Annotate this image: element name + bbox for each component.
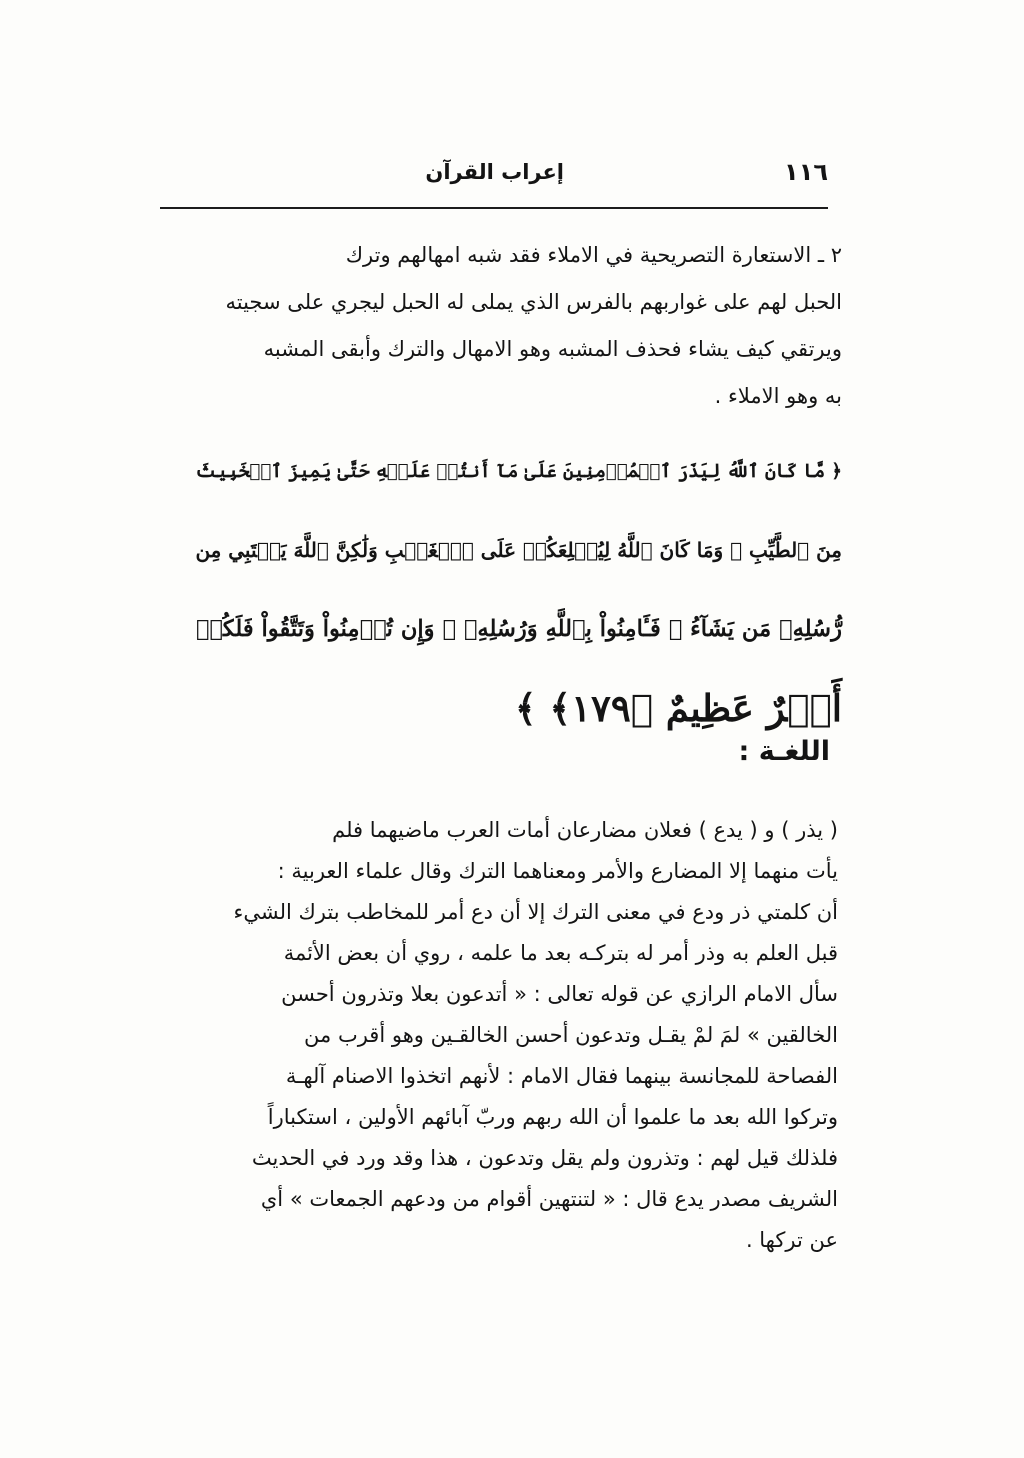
body-line: يأت منهما إلا المضارع والأمر ومعناهما الترك وقال علماء العربية : <box>277 859 838 883</box>
rhetoric-note <box>192 232 842 420</box>
verse-line: مِنَ ٱلطَّيِّبِ ۗ وَمَا كَانَ ٱللَّهُ لِيُطۡلِعَكُمۡ عَلَى ٱلۡغَيۡبِ وَلَٰكِنَّ ٱللَّهَ يَجۡتَبِي مِن <box>195 538 842 562</box>
body-line: عن تركها . <box>745 1228 838 1252</box>
note-line: ٢ ـ الاستعارة التصريحية في الاملاء فقد شبه امهالهم وترك <box>345 243 842 267</box>
page-number: ١١٦ <box>784 158 828 186</box>
body-line: الخالقين » لمَ لمْ يقـل وتدعون أحسن الخالقـين وهو أقرب من <box>304 1023 838 1047</box>
quran-verse <box>182 432 842 748</box>
body-line: سأل الامام الرازي عن قوله تعالى : « أتدعون بعلا وتذرون أحسن <box>281 982 838 1006</box>
verse-line: ﴿ مَّا كَانَ ٱللَّهُ لِيَذَرَ ٱلۡمُؤۡمِنِينَ عَلَىٰ مَآ أَنتُمۡ عَلَيۡهِ حَتَّىٰ يَمِيزَ ٱلۡخَبِيثَ <box>195 461 842 482</box>
body-line: فلذلك قيل لهم : وتذرون ولم يقل وتدعون ، هذا وقد ورد في الحديث <box>251 1146 838 1170</box>
header-divider <box>160 207 828 209</box>
body-line: ( يذر ) و ( يدع ) فعلان مضارعان أمات العرب ماضيهما فلم <box>332 818 838 842</box>
note-line: الحبل لهم على غواربهم بالفرس الذي يملى له الحبل ليجري على سجيته <box>225 290 842 314</box>
running-title: إعراب القرآن <box>425 160 564 184</box>
body-line: أن كلمتي ذر ودع في معنى الترك إلا أن دع أمر للمخاطب بترك الشيء <box>233 900 838 924</box>
body-line: قبل العلم به وذر أمر له بتركـه بعد ما علمه ، روي أن بعض الأئمة <box>283 941 838 965</box>
note-line: ويرتقي كيف يشاء فحذف المشبه وهو الامهال والترك وأبقى المشبه <box>263 337 842 361</box>
body-line: الشريف مصدر يدع قال : « لتنتهين أقوام من ودعهم الجمعات » أي <box>260 1187 838 1211</box>
body-line: وتركوا الله بعد ما علموا أن الله ربهم وربّ آبائهم الأولين ، استكباراً <box>267 1105 838 1129</box>
body-line: الفصاحة للمجانسة بينهما فقال الامام : لأنهم اتخذوا الاصنام آلهـة <box>285 1064 838 1088</box>
language-section-body <box>190 810 838 1261</box>
verse-line: أَجۡرٌ عَظِيمٌ ﴿١٧٩﴾ ﴾ <box>514 686 842 730</box>
page-header <box>160 158 828 202</box>
note-line: به وهو الاملاء . <box>714 384 842 408</box>
section-heading-language: اللغـة : <box>738 736 830 767</box>
verse-line: رُّسُلِهِۦ مَن يَشَآءُ ۖ فَـَٔامِنُواْ بِٱللَّهِ وَرُسُلِهِۦ ۚ وَإِن تُؤۡمِنُواْ وَتَتَّقُواْ فَلَكُمۡ <box>195 616 842 642</box>
